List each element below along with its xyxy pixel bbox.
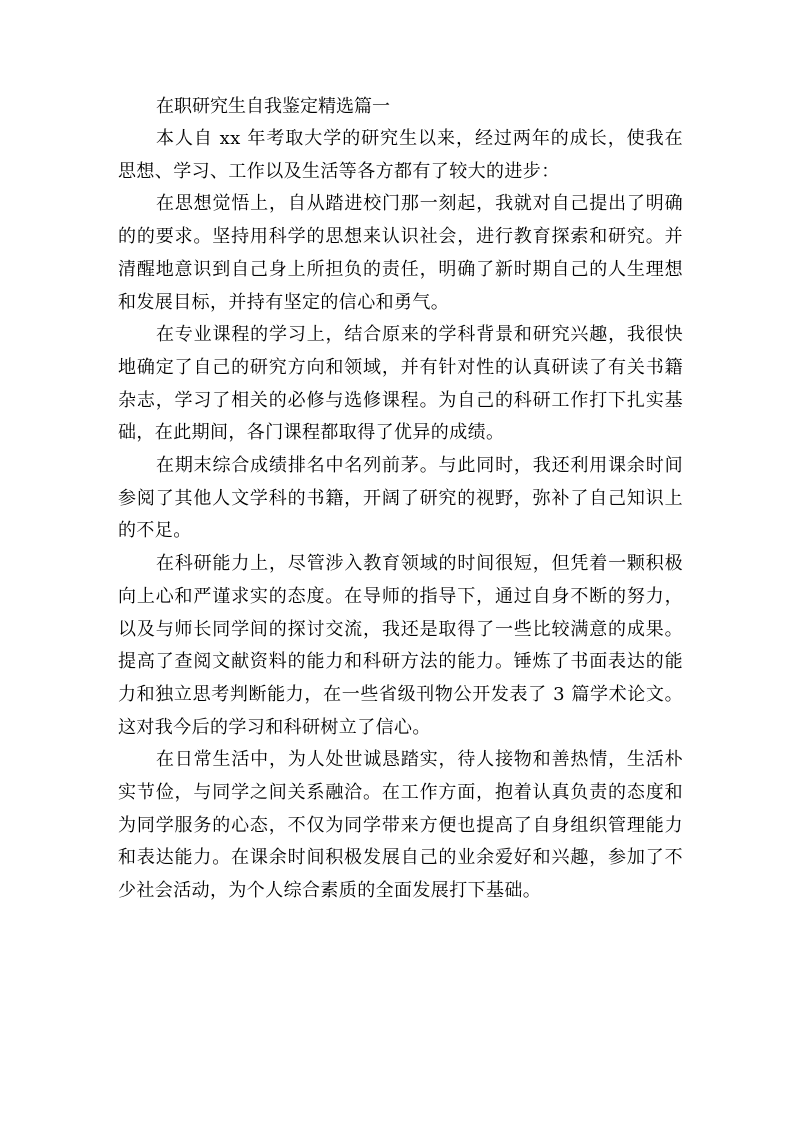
paragraph-study: 在专业课程的学习上，结合原来的学科背景和研究兴趣，我很快地确定了自己的研究方向和领域，并有针对性的认真研读了有关书籍杂志，学习了相关的必修与选修课程。为自己的科研工作打下扎实基础，在此期间，各门课程都取得了优异的成绩。 [118, 324, 683, 444]
paragraph-research: 在科研能力上，尽管涉入教育领域的时间很短，但凭着一颗积极向上心和严谨求实的态度。在导师的指导下，通过自身不断的努力，以及与师长同学间的探讨交流，我还是取得了一些比较满意的成果。提高了查阅文献资料的能力和科研方法的能力。锤炼了书面表达的能力和独立思考判断能力，在一些省级刊物公开发表了 3 篇学术论文。这对我今后的学习和科研树立了信心。 [118, 553, 683, 738]
document-body [118, 91, 683, 908]
document-title: 在职研究生自我鉴定精选篇一 [156, 96, 390, 117]
paragraph-life: 在日常生活中，为人处世诚恳踏实，待人接物和善热情，生活朴实节俭，与同学之间关系融洽。在工作方面，抱着认真负责的态度和为同学服务的心态，不仅为同学带来方便也提高了自身组织管理能力和表达能力。在课余时间积极发展自己的业余爱好和兴趣，参加了不少社会活动，为个人综合素质的全面发展打下基础。 [118, 749, 683, 902]
paragraph-grades: 在期末综合成绩排名中名列前茅。与此同时，我还利用课余时间参阅了其他人文学科的书籍，开阔了研究的视野，弥补了自己知识上的不足。 [118, 455, 683, 542]
paragraph-intro: 本人自 xx 年考取大学的研究生以来，经过两年的成长，使我在思想、学习、工作以及生活等各方都有了较大的进步： [118, 128, 683, 182]
paragraph-thought: 在思想觉悟上，自从踏进校门那一刻起，我就对自己提出了明确的的要求。坚持用科学的思想来认识社会，进行教育探索和研究。并清醒地意识到自己身上所担负的责任，明确了新时期自己的人生理想和发展目标，并持有坚定的信心和勇气。 [118, 193, 683, 313]
